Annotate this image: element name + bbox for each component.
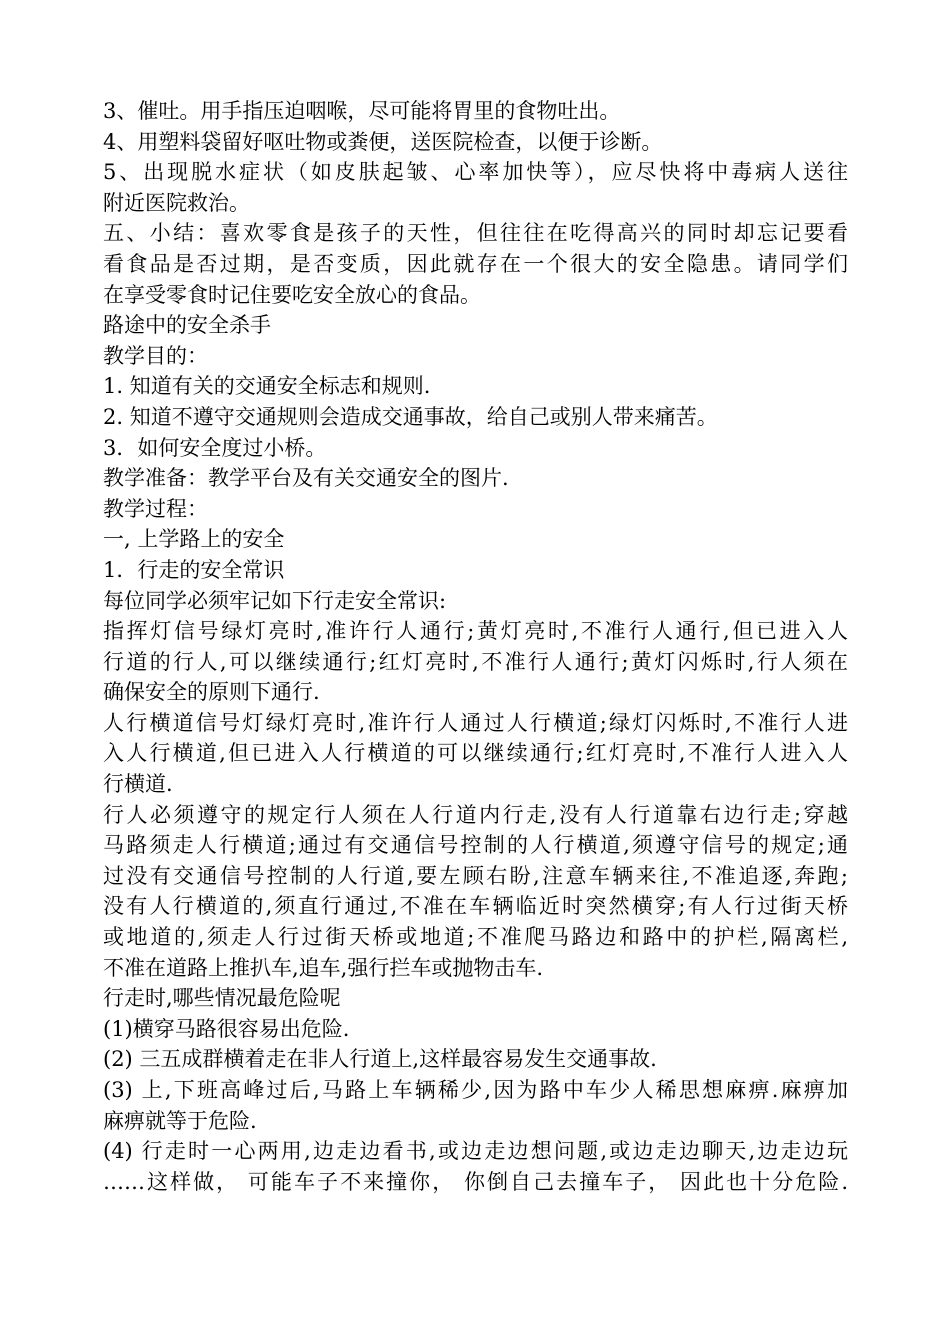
text-line: (3) 上,下班高峰过后,马路上车辆稀少,因为路中车少人稀思想麻痹.麻痹加 <box>103 1078 848 1102</box>
text-line: (4) 行走时一心两用,边走边看书,或边走边想问题,或边走边聊天,边走边玩 <box>103 1139 848 1164</box>
text-line: 附近医院救治。 <box>103 190 250 215</box>
text-line: 行走时,哪些情况最危险呢 <box>103 986 341 1011</box>
text-line: 或地道的,须走人行过街天桥或地道;不准爬马路边和路中的护栏,隔离栏, <box>103 925 848 950</box>
text-line: 入人行横道,但已进入人行横道的可以继续通行;红灯亮时,不准行人进入人 <box>103 741 848 766</box>
text-line: 在享受零食时记住要吃安全放心的食品。 <box>103 282 481 307</box>
text-line: (2) 三五成群横着走在非人行道上,这样最容易发生交通事故. <box>103 1047 657 1072</box>
text-line: 5、出现脱水症状（如皮肤起皱、心率加快等），应尽快将中毒病人送往 <box>103 160 848 185</box>
text-line: 教学目的： <box>103 343 208 368</box>
text-line: 3、催吐。用手指压迫咽喉，尽可能将胃里的食物吐出。 <box>103 99 621 123</box>
text-line: 指挥灯信号绿灯亮时,准许行人通行;黄灯亮时,不准行人通行,但已进入人 <box>103 619 848 644</box>
document-page <box>103 96 848 1197</box>
text-line: 不准在道路上推扒车,追车,强行拦车或抛物击车. <box>103 955 544 980</box>
text-line: 人行横道信号灯绿灯亮时,准许行人通过人行横道;绿灯闪烁时,不准行人进 <box>103 710 848 735</box>
text-line: 没有人行横道的,须直行通过,不准在车辆临近时突然横穿;有人行过街天桥 <box>103 894 848 919</box>
text-line: 1. 知道有关的交通安全标志和规则. <box>103 374 431 399</box>
text-line: 行横道. <box>103 772 173 797</box>
text-line: 马路须走人行横道;通过有交通信号控制的人行横道,须遵守信号的规定;通 <box>103 833 848 858</box>
text-line: 过没有交通信号控制的人行道,要左顾右盼,注意车辆来往,不准追逐,奔跑; <box>103 863 848 888</box>
text-line: 一, 上学路上的安全 <box>103 527 285 552</box>
text-line: 行道的行人,可以继续通行;红灯亮时,不准行人通行;黄灯闪烁时,行人须在 <box>103 649 848 674</box>
text-line: 五、小结：喜欢零食是孩子的天性，但往往在吃得高兴的同时却忘记要看 <box>103 221 848 246</box>
text-line: 3．如何安全度过小桥。 <box>103 435 327 460</box>
text-line: 确保安全的原则下通行. <box>103 680 320 705</box>
section-title: 路途中的安全杀手 <box>103 313 271 338</box>
text-line: 教学过程： <box>103 496 208 521</box>
text-line: 4、用塑料袋留好呕吐物或粪便，送医院检查，以便于诊断。 <box>103 129 663 154</box>
text-line: ……这样做， 可能车子不来撞你， 你倒自己去撞车子， 因此也十分危险. <box>103 1169 848 1194</box>
text-line: 每位同学必须牢记如下行走安全常识: <box>103 588 447 613</box>
text-line: 教学准备：教学平台及有关交通安全的图片. <box>103 466 509 491</box>
text-line: 看食品是否过期，是否变质，因此就存在一个很大的安全隐患。请同学们 <box>103 251 848 276</box>
text-line: 1．行走的安全常识 <box>103 557 285 582</box>
text-line: 行人必须遵守的规定行人须在人行道内行走,没有人行道靠右边行走;穿越 <box>103 802 848 827</box>
text-line: 2. 知道不遵守交通规则会造成交通事故，给自己或别人带来痛苦。 <box>103 404 718 429</box>
text-line: (1)横穿马路很容易出危险. <box>103 1016 350 1041</box>
text-line: 麻痹就等于危险. <box>103 1108 257 1133</box>
